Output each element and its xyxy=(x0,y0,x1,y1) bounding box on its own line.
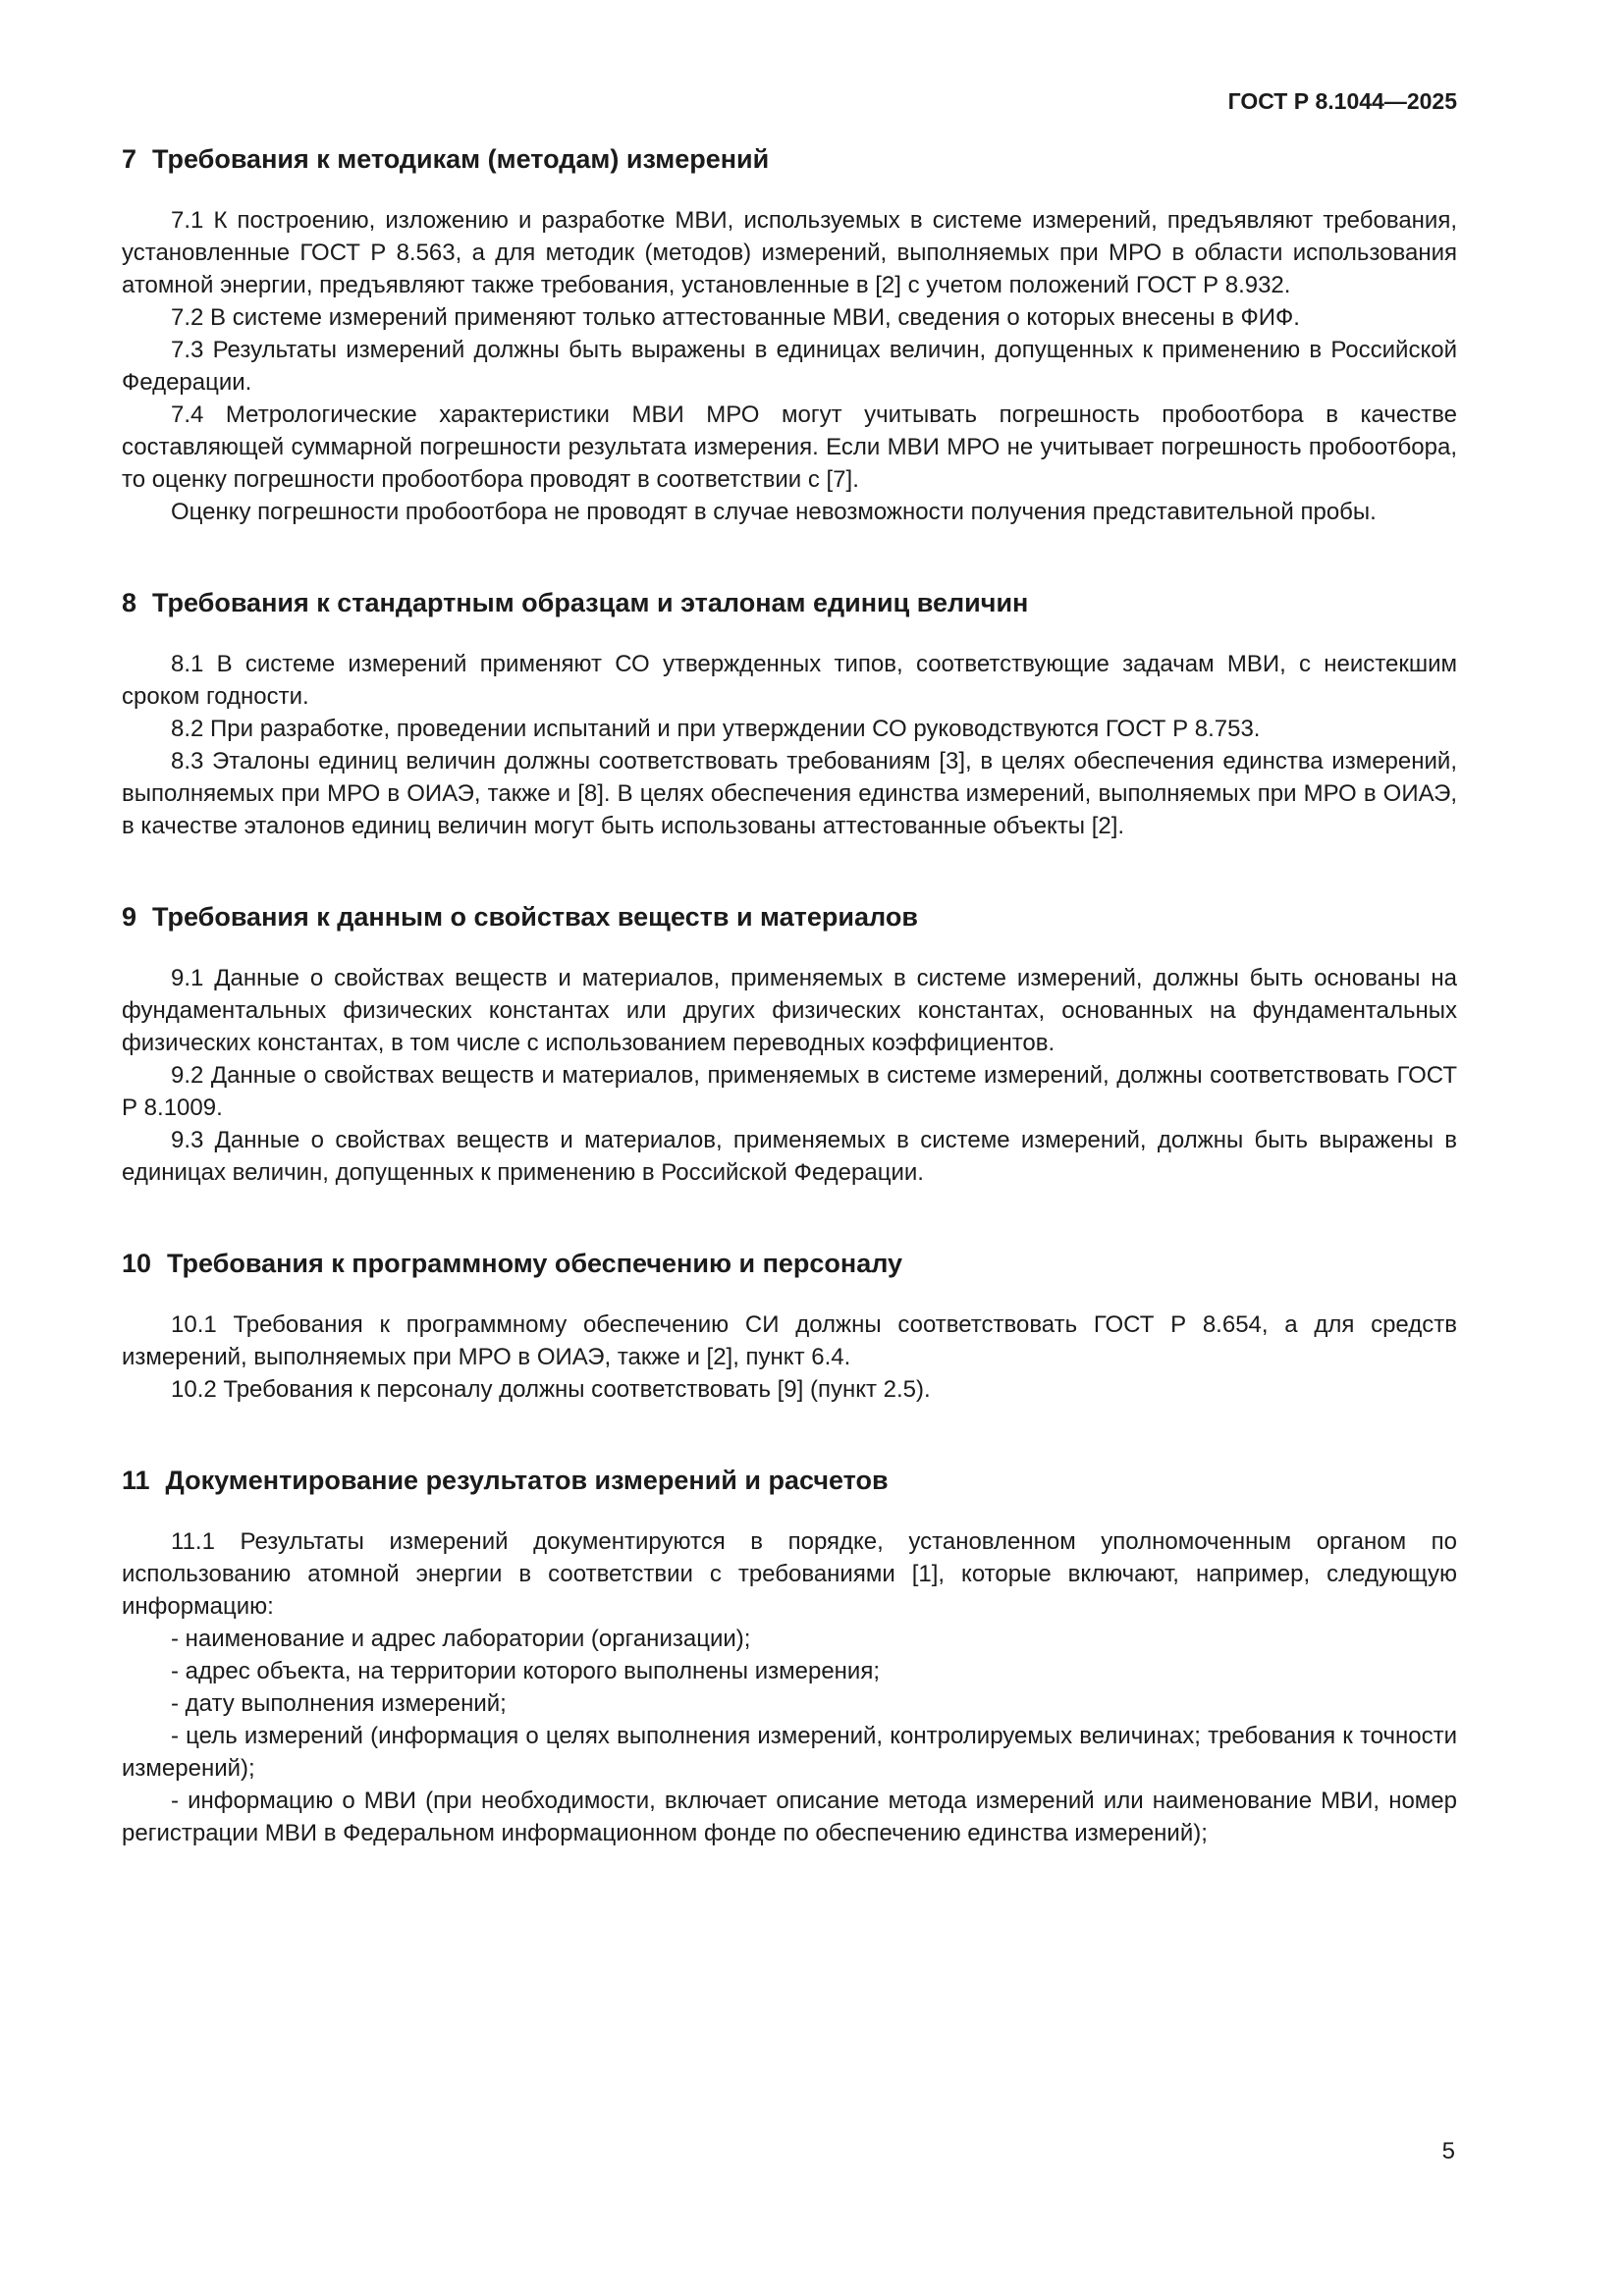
section-10-heading xyxy=(122,1246,1457,1281)
section-8-heading xyxy=(122,585,1457,620)
section-10 xyxy=(122,1246,1457,1406)
paragraph-7-4-continuation: Оценку погрешности пробоотбора не проводят в случае невозможности получения представительной пробы. xyxy=(171,499,1377,525)
section-9 xyxy=(122,899,1457,1189)
list-item-measurement-date: - дату выполнения измерений; xyxy=(171,1690,507,1717)
paragraph-9-2: 9.2 Данные о свойствах веществ и материалов, применяемых в системе измерений, должны соответствовать ГОСТ Р 8.1009. xyxy=(122,1062,1457,1121)
section-7-heading xyxy=(122,141,1457,177)
paragraph-10-2: 10.2 Требования к персоналу должны соответствовать [9] (пункт 2.5). xyxy=(171,1376,931,1403)
paragraph-8-1: 8.1 В системе измерений применяют СО утвержденных типов, соответствующие задачам МВИ, с неистекшим сроком годности. xyxy=(122,651,1457,710)
document-code-header: ГОСТ Р 8.1044—2025 xyxy=(1227,88,1457,114)
section-7-title: Требования к методикам (методам) измерений xyxy=(152,144,770,174)
paragraph-10-1: 10.1 Требования к программному обеспечению СИ должны соответствовать ГОСТ Р 8.654, а для средств измерений, выполняемых при МРО в ОИАЭ, также и [2], пункт 6.4. xyxy=(122,1311,1457,1370)
section-10-number: 10 xyxy=(122,1249,152,1278)
paragraph-7-2: 7.2 В системе измерений применяют только аттестованные МВИ, сведения о которых внесены в ФИФ. xyxy=(171,304,1300,331)
section-7 xyxy=(122,141,1457,528)
paragraph-9-3: 9.3 Данные о свойствах веществ и материалов, применяемых в системе измерений, должны быть выражены в единицах величин, допущенных к применению в Российской Федерации. xyxy=(122,1127,1457,1186)
section-9-title: Требования к данным о свойствах веществ и материалов xyxy=(152,902,918,932)
section-9-heading xyxy=(122,899,1457,934)
list-item-measurement-purpose: - цель измерений (информация о целях выполнения измерений, контролируемых величинах; требования к точности измерений); xyxy=(122,1723,1457,1782)
list-item-object-address: - адрес объекта, на территории которого выполнены измерения; xyxy=(171,1658,881,1684)
page-number: 5 xyxy=(1441,2138,1455,2164)
section-11 xyxy=(122,1463,1457,1849)
paragraph-8-3: 8.3 Эталоны единиц величин должны соответствовать требованиям [3], в целях обеспечения единства измерений, выполняемых при МРО в ОИАЭ, также и [8]. В целях обеспечения единства измерений, выполняемых при МРО в ОИАЭ, в качестве эталонов единиц величин могут быть использованы аттестованные объекты [2]. xyxy=(122,748,1457,839)
paragraph-7-4: 7.4 Метрологические характеристики МВИ МРО могут учитывать погрешность пробоотбора в качестве составляющей суммарной погрешности результата измерения. Если МВИ МРО не учитывает погрешность пробоотбора, то оценку погрешности пробоотбора проводят в соответствии с [7]. xyxy=(122,401,1457,493)
section-7-number: 7 xyxy=(122,144,137,174)
paragraph-9-1: 9.1 Данные о свойствах веществ и материалов, применяемых в системе измерений, должны быть основаны на фундаментальных физических константах или других физических константах, основанных на фундаментальных физических константах, в том числе с использованием переводных коэффициентов. xyxy=(122,965,1457,1056)
list-item-lab-name: - наименование и адрес лаборатории (организации); xyxy=(171,1626,751,1652)
paragraph-7-1: 7.1 К построению, изложению и разработке МВИ, используемых в системе измерений, предъявляют требования, установленные ГОСТ Р 8.563, а для методик (методов) измерений, выполняемых при МРО в области использования атомной энергии, предъявляют также требования, установленные в [2] с учетом положений ГОСТ Р 8.932. xyxy=(122,207,1457,298)
paragraph-8-2: 8.2 При разработке, проведении испытаний и при утверждении СО руководствуются ГОСТ Р 8.753. xyxy=(171,716,1261,742)
paragraph-11-1: 11.1 Результаты измерений документируются в порядке, установленном уполномоченным органом по использованию атомной энергии в соответствии с требованиями [1], которые включают, например, следующую информацию: xyxy=(122,1528,1457,1620)
section-11-heading xyxy=(122,1463,1457,1498)
paragraph-7-3: 7.3 Результаты измерений должны быть выражены в единицах величин, допущенных к применению в Российской Федерации. xyxy=(122,337,1457,396)
section-8 xyxy=(122,585,1457,842)
section-8-title: Требования к стандартным образцам и эталонам единиц величин xyxy=(152,588,1029,617)
section-8-number: 8 xyxy=(122,588,137,617)
section-11-title: Документирование результатов измерений и расчетов xyxy=(165,1466,889,1495)
section-10-title: Требования к программному обеспечению и персоналу xyxy=(167,1249,903,1278)
section-9-number: 9 xyxy=(122,902,137,932)
list-item-mvi-info: - информацию о МВИ (при необходимости, включает описание метода измерений или наименование МВИ, номер регистрации МВИ в Федеральном информационном фонде по обеспечению единства измерений); xyxy=(122,1788,1457,1846)
section-11-number: 11 xyxy=(122,1466,150,1495)
